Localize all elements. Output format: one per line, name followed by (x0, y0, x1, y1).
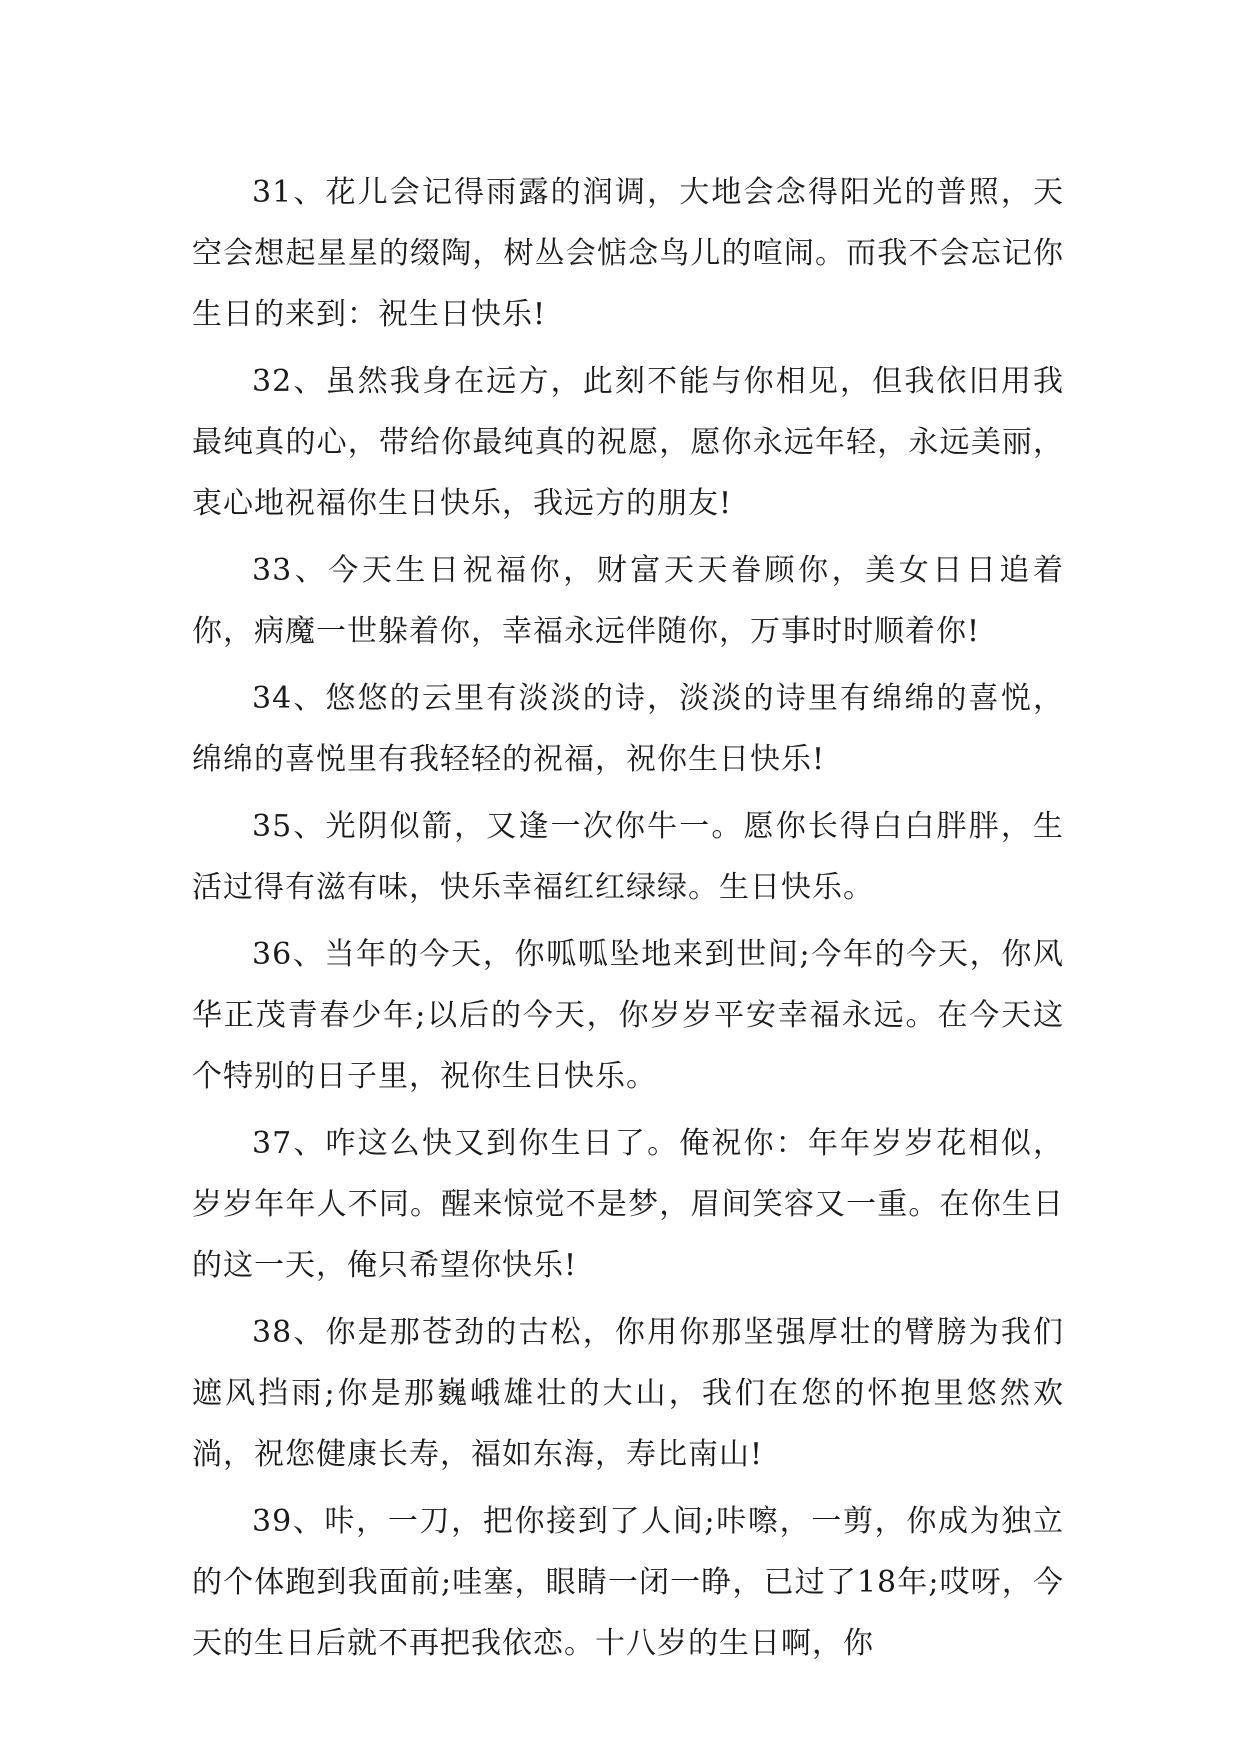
paragraph-37: 37、咋这么快又到你生日了。俺祝你：年年岁岁花相似，岁岁年年人不同。醒来惊觉不是梦，眉间笑容又一重。在你生日的这一天，俺只希望你快乐! (192, 1126, 1064, 1283)
paragraph-36: 36、当年的今天，你呱呱坠地来到世间;今年的今天，你风华正茂青春少年;以后的今天，你岁岁平安幸福永远。在今天这个特别的日子里，祝你生日快乐。 (192, 937, 1064, 1094)
paragraph-34: 34、悠悠的云里有淡淡的诗，淡淡的诗里有绵绵的喜悦，绵绵的喜悦里有我轻轻的祝福，祝你生日快乐! (192, 681, 1064, 777)
paragraph-32: 32、虽然我身在远方，此刻不能与你相见，但我依旧用我最纯真的心，带给你最纯真的祝愿，愿你永远年轻，永远美丽，衷心地祝福你生日快乐，我远方的朋友! (192, 364, 1064, 521)
paragraph-31: 31、花儿会记得雨露的润调，大地会念得阳光的普照，天空会想起星星的缀陶，树丛会惦念鸟儿的喧闹。而我不会忘记你生日的来到：祝生日快乐! (192, 175, 1064, 332)
paragraph-35: 35、光阴似箭，又逢一次你牛一。愿你长得白白胖胖，生活过得有滋有味，快乐幸福红红绿绿。生日快乐。 (192, 809, 1064, 905)
paragraph-33: 33、今天生日祝福你，财富天天眷顾你，美女日日追着你，病魔一世躲着你，幸福永远伴随你，万事时时顺着你! (192, 553, 1064, 649)
paragraph-38: 38、你是那苍劲的古松，你用你那坚强厚壮的臂膀为我们遮风挡雨;你是那巍峨雄壮的大山，我们在您的怀抱里悠然欢淌，祝您健康长寿，福如东海，寿比南山! (192, 1315, 1064, 1472)
paragraph-39: 39、咔，一刀，把你接到了人间;咔嚓，一剪，你成为独立的个体跑到我面前;哇塞，眼睛一闭一睁，已过了18年;哎呀，今天的生日后就不再把我依恋。十八岁的生日啊，你 (192, 1504, 1064, 1661)
document-body (192, 162, 1064, 1680)
